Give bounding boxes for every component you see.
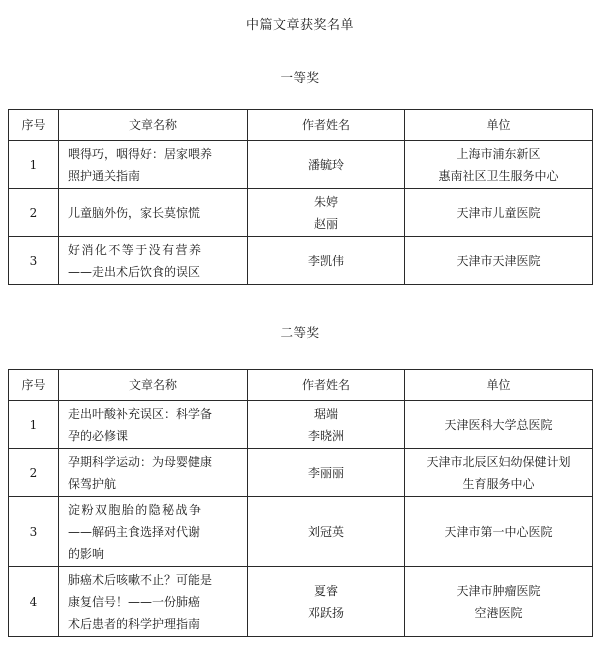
article-title: 淀粉双胞胎的隐秘战争 ——解码主食选择对代谢 的影响 [59,497,248,567]
row-number: 1 [9,401,59,449]
table-row [9,497,593,567]
unit-name: 天津市北辰区妇幼保健计划 生育服务中心 [405,449,593,497]
row-number: 3 [9,497,59,567]
document-title: 中篇文章获奖名单 [245,18,354,33]
second-prize-heading: 二等奖 [280,325,320,340]
article-title: 喂得巧，咽得好：居家喂养 照护通关指南 [59,141,248,189]
row-number: 2 [9,449,59,497]
row-number: 3 [9,237,59,285]
article-title: 好消化不等于没有营养 ——走出术后饮食的误区 [59,237,248,285]
table-row [9,189,593,237]
second-prize-table [8,369,593,637]
author-names: 潘毓玲 [248,141,405,189]
unit-name: 天津市第一中心医院 [405,497,593,567]
column-header-unit: 单位 [405,110,593,141]
unit-name: 天津市天津医院 [405,237,593,285]
row-number: 4 [9,567,59,637]
table-row [9,449,593,497]
table-header-row [9,110,593,141]
first-prize-table [8,109,593,285]
unit-name: 天津市肿瘤医院 空港医院 [405,567,593,637]
column-header-title: 文章名称 [59,110,248,141]
row-number: 1 [9,141,59,189]
article-title: 肺癌术后咳嗽不止？可能是 康复信号！——一份肺癌 术后患者的科学护理指南 [59,567,248,637]
first-prize-heading: 一等奖 [280,70,320,85]
article-title: 儿童脑外伤，家长莫惊慌 [59,189,248,237]
author-names: 朱婷 赵丽 [248,189,405,237]
table-row [9,567,593,637]
author-names: 李丽丽 [248,449,405,497]
author-names: 李凯伟 [248,237,405,285]
column-header-no: 序号 [9,110,59,141]
table-row [9,237,593,285]
author-names: 刘冠英 [248,497,405,567]
author-names: 琚端 李晓洲 [248,401,405,449]
column-header-title: 文章名称 [59,370,248,401]
author-names: 夏睿 邓跃扬 [248,567,405,637]
row-number: 2 [9,189,59,237]
table-row [9,401,593,449]
column-header-unit: 单位 [405,370,593,401]
unit-name: 天津市儿童医院 [405,189,593,237]
table-row [9,141,593,189]
unit-name: 天津医科大学总医院 [405,401,593,449]
column-header-author: 作者姓名 [248,110,405,141]
column-header-no: 序号 [9,370,59,401]
table-header-row [9,370,593,401]
column-header-author: 作者姓名 [248,370,405,401]
article-title: 孕期科学运动：为母婴健康 保驾护航 [59,449,248,497]
article-title: 走出叶酸补充误区：科学备 孕的必修课 [59,401,248,449]
unit-name: 上海市浦东新区 惠南社区卫生服务中心 [405,141,593,189]
